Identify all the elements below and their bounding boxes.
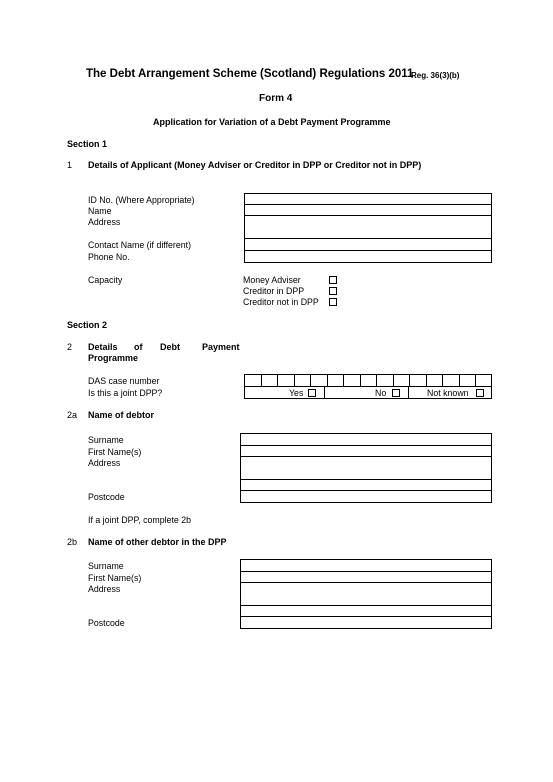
id-no-field[interactable] bbox=[244, 204, 492, 205]
contact-name-label: Contact Name (if different) bbox=[88, 240, 191, 250]
other-debtor-title: Name of other debtor in the DPP bbox=[88, 537, 227, 547]
capacity-creditor-not-in-dpp-label: Creditor not in DPP bbox=[243, 297, 319, 307]
das-case-number-cell-divider bbox=[343, 374, 344, 386]
das-case-number-cell-divider bbox=[426, 374, 427, 386]
das-case-number-cell-divider bbox=[376, 374, 377, 386]
joint-dpp-note: If a joint DPP, complete 2b bbox=[88, 515, 192, 525]
section2-title-word-1: Details bbox=[88, 342, 118, 352]
capacity-label: Capacity bbox=[88, 275, 123, 285]
debtor-address-field-2[interactable] bbox=[240, 490, 492, 491]
other-debtor-address-label: Address bbox=[88, 584, 121, 594]
das-case-number-cell-divider bbox=[409, 374, 410, 386]
debtor-box bbox=[240, 433, 492, 503]
das-case-number-cell-divider bbox=[261, 374, 262, 386]
section1-item-number: 1 bbox=[67, 160, 73, 170]
other-debtor-address-field-2[interactable] bbox=[240, 616, 492, 617]
phone-label: Phone No. bbox=[88, 252, 130, 262]
section2-title-word-3: Debt bbox=[160, 342, 180, 352]
other-debtor-postcode-label: Postcode bbox=[88, 618, 125, 628]
das-case-number-cell-divider bbox=[277, 374, 278, 386]
form-subtitle: Application for Variation of a Debt Payment Programme bbox=[153, 117, 391, 127]
section1-item-title: Details of Applicant (Money Adviser or Creditor in DPP or Creditor not in DPP) bbox=[88, 160, 422, 170]
section2-item-number: 2 bbox=[67, 342, 73, 352]
form-title: The Debt Arrangement Scheme (Scotland) Regulations 2011 bbox=[86, 68, 414, 80]
section2-heading: Section 2 bbox=[67, 320, 108, 330]
joint-yes-checkbox[interactable] bbox=[308, 389, 316, 397]
debtor-postcode-label: Postcode bbox=[88, 492, 125, 502]
form-number: Form 4 bbox=[259, 93, 293, 104]
joint-dpp-label: Is this a joint DPP? bbox=[88, 388, 163, 398]
debtor-title: Name of debtor bbox=[88, 410, 155, 420]
capacity-money-adviser-label: Money Adviser bbox=[243, 275, 301, 285]
das-case-number-cell-divider bbox=[310, 374, 311, 386]
other-debtor-item-number: 2b bbox=[67, 537, 78, 547]
regulation-reference: Reg. 36(3)(b) bbox=[411, 71, 460, 80]
other-debtor-first-names-label: First Name(s) bbox=[88, 573, 142, 583]
contact-name-field[interactable] bbox=[244, 250, 492, 251]
debtor-surname-field[interactable] bbox=[240, 445, 492, 446]
other-debtor-address-field[interactable] bbox=[240, 605, 492, 606]
address-field[interactable] bbox=[244, 238, 492, 239]
capacity-creditor-not-in-dpp-checkbox[interactable] bbox=[329, 298, 337, 306]
joint-divider-1 bbox=[324, 386, 325, 398]
id-no-label: ID No. (Where Appropriate) bbox=[88, 195, 195, 205]
other-debtor-first-names-field[interactable] bbox=[240, 582, 492, 583]
other-debtor-box bbox=[240, 559, 492, 629]
das-case-number-cell-divider bbox=[459, 374, 460, 386]
das-case-number-cell-divider bbox=[393, 374, 394, 386]
debtor-address-field[interactable] bbox=[240, 479, 492, 480]
section2-title-line2: Programme bbox=[88, 353, 139, 363]
debtor-first-names-field[interactable] bbox=[240, 456, 492, 457]
other-debtor-surname-label: Surname bbox=[88, 561, 124, 571]
section2-title-word-4: Payment bbox=[202, 342, 240, 352]
debtor-surname-label: Surname bbox=[88, 435, 124, 445]
joint-no-label: No bbox=[375, 388, 387, 398]
das-case-number-cell-divider bbox=[475, 374, 476, 386]
das-case-number-label: DAS case number bbox=[88, 376, 160, 386]
joint-not-known-label: Not known bbox=[427, 388, 469, 398]
address-label: Address bbox=[88, 217, 121, 227]
das-case-number-cell-divider bbox=[360, 374, 361, 386]
capacity-creditor-in-dpp-checkbox[interactable] bbox=[329, 287, 337, 295]
joint-no-checkbox[interactable] bbox=[392, 389, 400, 397]
debtor-address-label: Address bbox=[88, 458, 121, 468]
joint-divider-2 bbox=[408, 386, 409, 398]
section1-heading: Section 1 bbox=[67, 139, 108, 149]
das-case-number-cell-divider bbox=[327, 374, 328, 386]
joint-not-known-checkbox[interactable] bbox=[476, 389, 484, 397]
other-debtor-surname-field[interactable] bbox=[240, 571, 492, 572]
name-label: Name bbox=[88, 206, 112, 216]
name-field[interactable] bbox=[244, 215, 492, 216]
capacity-creditor-in-dpp-label: Creditor in DPP bbox=[243, 286, 305, 296]
das-row-divider bbox=[244, 386, 492, 387]
das-case-number-cell-divider bbox=[294, 374, 295, 386]
section2-title-word-2: of bbox=[134, 342, 143, 352]
joint-yes-label: Yes bbox=[289, 388, 304, 398]
capacity-money-adviser-checkbox[interactable] bbox=[329, 276, 337, 284]
debtor-item-number: 2a bbox=[67, 410, 78, 420]
debtor-first-names-label: First Name(s) bbox=[88, 447, 142, 457]
das-case-number-cell-divider bbox=[442, 374, 443, 386]
